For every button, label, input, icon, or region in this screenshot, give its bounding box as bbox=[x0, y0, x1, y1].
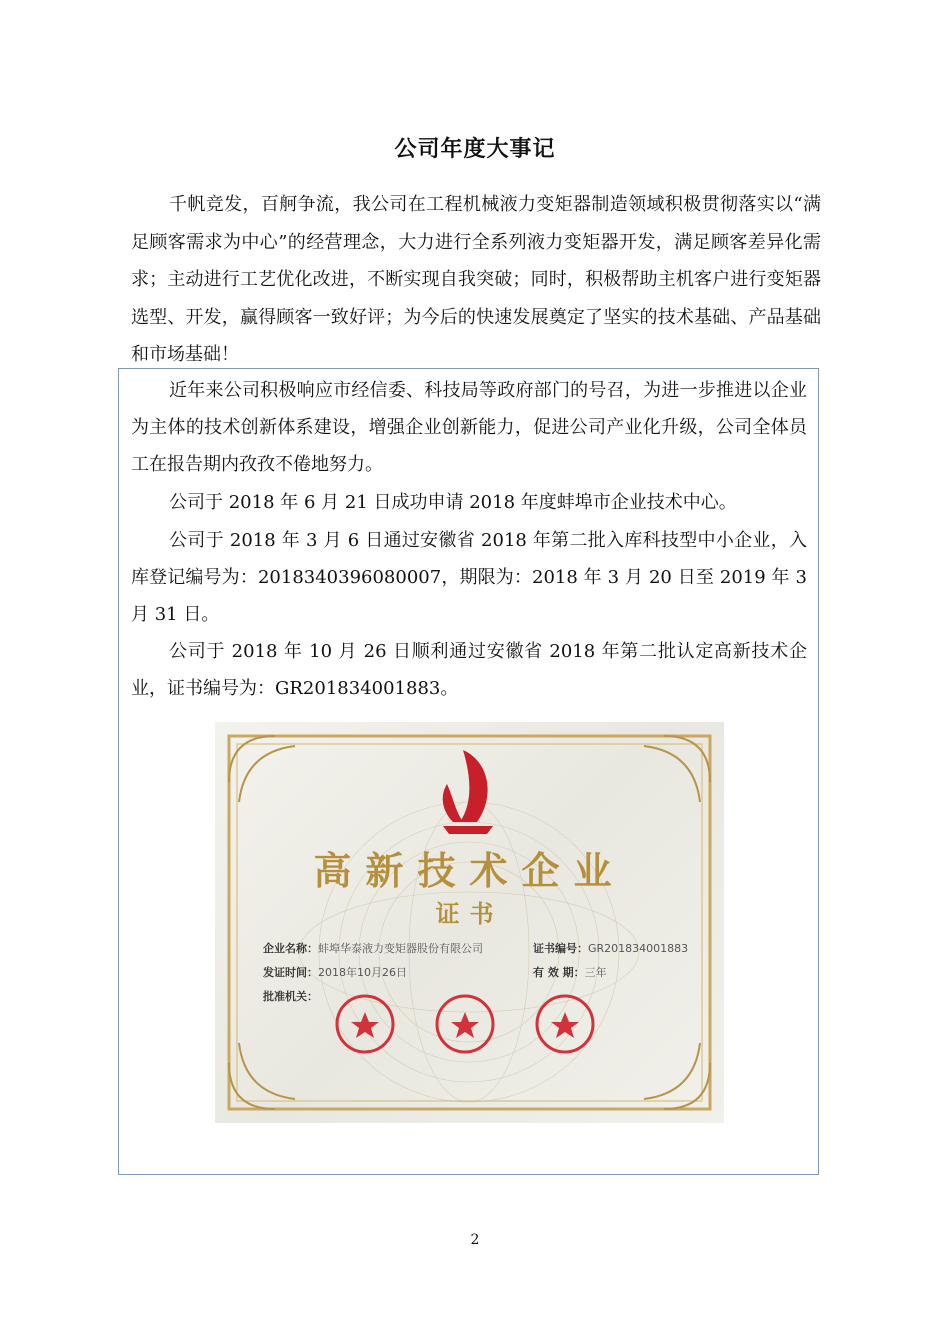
box-paragraph: 公司于 2018 年 3 月 6 日通过安徽省 2018 年第二批入库科技型中小企业，入库登记编号为：201834039608000​7，期限为：2018 年 3 月 20 日至 2019 年 3 月 31 日。 bbox=[131, 530, 807, 625]
certificate-title: 高新技术企业 bbox=[313, 849, 626, 893]
company-field: 企业名称：蚌埠华泰液力变矩器股份有限公司 bbox=[263, 942, 483, 955]
certificate-photo bbox=[215, 722, 724, 1123]
certificate-subtitle: 证书 bbox=[435, 900, 504, 928]
certificate-number-field: 证书编号：GR201834001883 bbox=[533, 942, 689, 955]
page-title: 公司年度大事记 bbox=[394, 137, 556, 162]
intro-paragraph: 千帆竞发，百舸争流，我公司在工程机械液力变矩器制造领域积极贯彻落实以“满足顾客需求为中心”的经营理念，大力进行全系列液力变矩器开发，满足顾客差异化需求；主动进行工艺优化改进，不断实现自我突破；同时，积极帮助主机客户进行变矩器选型、开发，赢得顾客一致好评；为今后的快速发展奠定了坚实的技术基础、产品基础和市场基础！ bbox=[131, 194, 821, 365]
emblem-icon bbox=[443, 750, 493, 834]
box-paragraph: 公司于 2018 年 10 月 26 日顺利通过安徽省 2018 年第二批认定高新技术企业，证书编号为：GR201834001883。 bbox=[131, 641, 807, 699]
page-number: 2 bbox=[470, 1232, 480, 1248]
box-paragraph: 近年来公司积极响应市经信委、科技局等政府部门的号召，为进一步推进以企业为主体的技术创新体系建设，增强企业创新能力，促进公司产业化升级，公司全体员工在报告期内孜孜不倦地努力。 bbox=[131, 380, 807, 475]
box-paragraph: 公司于 2018 年 6 月 21 日成功申请 2018 年度蚌埠市企业技术中心。 bbox=[169, 492, 737, 513]
issue-date-field: 发证时间：2018年10月26日 bbox=[263, 966, 407, 979]
milestones-box bbox=[118, 368, 819, 1175]
validity-field: 有 效 期：三年 bbox=[533, 966, 607, 979]
authority-field: 批准机关： bbox=[263, 990, 318, 1003]
